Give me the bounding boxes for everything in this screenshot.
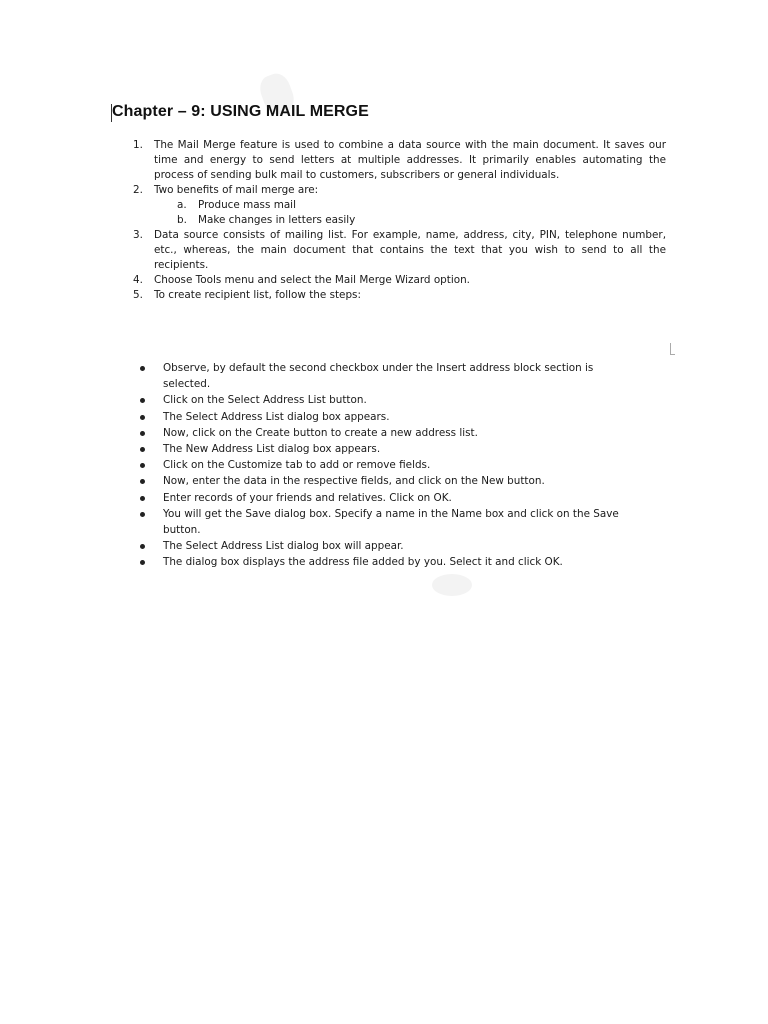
bullet-dot-icon [140,544,145,549]
bullet-dot-icon [140,415,145,420]
sub-item [177,198,666,213]
item-text: The Mail Merge feature is used to combine a data source with the main document. It saves our time and energy to send letters at multiple addresses. It primarily enables automating the process of sending bulk mail to customers, subscribers or general individuals. [154,139,666,181]
bullet-item [163,538,633,554]
bullet-text: The New Address List dialog box appears. [163,443,381,456]
bullet-item [163,425,633,441]
sub-item-letter: a. [177,199,187,211]
bullet-item [163,457,633,473]
bullet-dot-icon [140,447,145,452]
numbered-item [133,138,666,183]
numbered-item [133,288,666,303]
bullet-item [163,360,633,392]
item-text: Data source consists of mailing list. For example, name, address, city, PIN, telephone number, etc., whereas, the main document that contains the text that you wish to send to all the recipients. [154,229,666,271]
bullet-dot-icon [140,398,145,403]
bullet-item [163,554,633,570]
bullet-text: Now, enter the data in the respective fields, and click on the New button. [163,475,545,488]
bullet-item [163,490,633,506]
sub-list [154,198,666,228]
chapter-title: Chapter – 9: USING MAIL MERGE [112,103,369,120]
item-text: Choose Tools menu and select the Mail Merge Wizard option. [154,274,470,286]
bullet-text: The dialog box displays the address file added by you. Select it and click OK. [163,556,563,569]
bullet-item [163,392,633,408]
item-number: 4. [133,274,143,286]
bullet-dot-icon [140,560,145,565]
bullet-text: Now, click on the Create button to create a new address list. [163,426,478,439]
bullet-text: Enter records of your friends and relatives. Click on OK. [163,491,452,504]
sub-item-letter: b. [177,214,187,226]
bullet-item [163,441,633,457]
item-number: 5. [133,289,143,301]
bullet-text: You will get the Save dialog box. Specify a name in the Name box and click on the Save button. [163,507,619,537]
sub-item-text: Produce mass mail [198,199,296,211]
numbered-item [133,183,666,228]
bullet-dot-icon [140,463,145,468]
bullet-text: Observe, by default the second checkbox under the Insert address block section is selected. [163,362,594,391]
item-number: 2. [133,184,143,196]
numbered-list [133,138,666,303]
bullet-list [163,360,633,571]
bullet-text: Click on the Customize tab to add or remove fields. [163,459,431,472]
sub-item [177,213,666,228]
bullet-text: The Select Address List dialog box appears. [163,410,390,423]
bullet-text: The Select Address List dialog box will appear. [163,540,404,553]
item-number: 3. [133,229,143,241]
bullet-dot-icon [140,479,145,484]
bullet-text: Click on the Select Address List button. [163,394,367,407]
sub-item-text: Make changes in letters easily [198,214,356,226]
watermark-shape [432,574,472,596]
bullet-dot-icon [140,512,145,517]
item-number: 1. [133,139,143,151]
numbered-item [133,228,666,273]
bullet-item [163,473,633,489]
item-text: To create recipient list, follow the steps: [154,289,361,301]
bullet-item [163,409,633,425]
item-text: Two benefits of mail merge are: [154,184,319,196]
numbered-item [133,273,666,288]
margin-corner-mark [670,343,675,355]
bullet-item [163,506,633,538]
bullet-dot-icon [140,496,145,501]
bullet-dot-icon [140,431,145,436]
bullet-dot-icon [140,366,145,371]
